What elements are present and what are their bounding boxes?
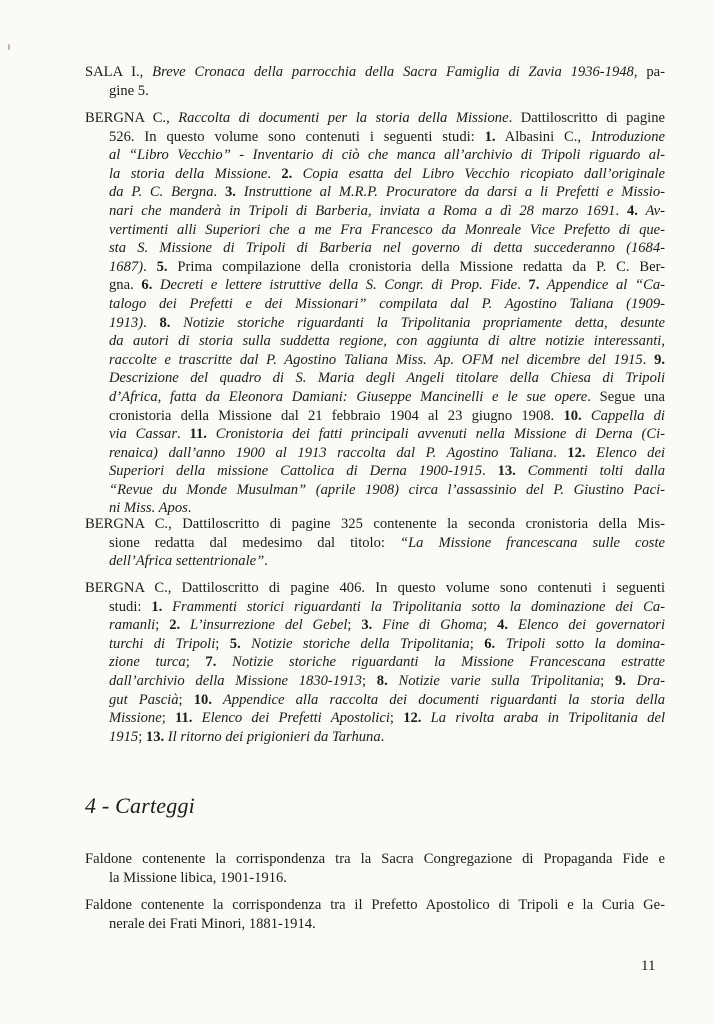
text-line <box>85 351 665 370</box>
text-run: , pa- <box>633 64 665 80</box>
text-run: ; <box>185 654 206 671</box>
text-run: Faldone contenente la corrispondenza tra la Sacra Congregazione di Propaganda Fide e <box>85 851 665 867</box>
text-run: renaica) dall’anno 1900 al 1913 raccolta dal P. Agostino Taliana <box>109 444 554 461</box>
text-line <box>85 295 665 314</box>
text-run: Albasini C., <box>495 128 591 145</box>
text-run: . <box>264 553 268 570</box>
text-run: Instruttione al M.R.P. Procuratore da darsi a li Prefetti e Missio- <box>235 184 665 201</box>
text-run: 3. <box>361 617 373 634</box>
text-run: 10. <box>563 407 582 424</box>
text-run: raccolte e trascritte dal P. Agostino Taliana Miss. Ap. OFM nel dicembre del 1915 <box>109 351 643 368</box>
text-run: Superiori della missione Cattolica di Derna 1900-1915 <box>109 463 482 480</box>
text-line <box>85 598 665 617</box>
text-run: zione turca <box>109 654 186 671</box>
text-run: 13. <box>145 728 165 745</box>
text-line <box>85 691 665 710</box>
text-run: 1687) <box>109 258 144 275</box>
text-run: 6. <box>141 277 153 294</box>
text-run: cronistoria della Missione dal 21 febbraio 1904 al 23 giugno 1908. <box>109 407 564 424</box>
text-run: Tripoli sotto la domina- <box>495 635 666 652</box>
text-run: Cronistoria dei fatti principali avvenuti nella Missione di Derna (Ci- <box>206 426 666 443</box>
text-line <box>85 202 665 221</box>
text-run: . <box>553 444 568 461</box>
text-run: . <box>482 463 498 480</box>
page-number: 11 <box>641 958 656 974</box>
text-run: nerale dei Frati Minori, 1881-1914. <box>109 915 316 932</box>
text-line <box>85 332 665 351</box>
text-line <box>85 314 665 333</box>
margin-mark <box>8 44 10 50</box>
text-run: Notizie storiche della Tripolitania <box>240 635 470 652</box>
text-run: Raccolta di documenti per la storia della Missione <box>178 110 509 126</box>
text-run: Breve Cronaca della parrocchia della Sacra Famiglia di Zavia 1936-1948 <box>152 64 634 80</box>
text-line <box>85 183 665 202</box>
text-line <box>85 616 665 635</box>
text-run: ; <box>600 672 615 689</box>
text-run: dell’Africa settentrionale” <box>109 553 265 570</box>
text-run: al “Libro Vecchio” - Inventario di ciò che manca all’archivio di Tripoli riguardo al- <box>109 147 665 164</box>
text-run: ; <box>155 617 170 634</box>
text-line <box>85 672 665 691</box>
text-run: gine 5. <box>109 82 149 99</box>
text-run: ni Miss. Apos <box>109 500 188 517</box>
text-run: 6. <box>484 635 496 652</box>
text-line <box>85 635 665 654</box>
text-run: studi: <box>109 598 152 615</box>
text-run: 11. <box>175 710 193 727</box>
text-line <box>85 552 665 571</box>
text-line <box>85 869 665 888</box>
text-run: Faldone contenente la corrispondenza tra il Prefetto Apostolico di Tripoli e la Curia Ge- <box>85 897 665 913</box>
text-run: 1913) <box>109 314 144 331</box>
text-run: . <box>143 314 160 331</box>
text-run: La rivolta araba in Tripolitania del <box>421 710 665 727</box>
text-run: 5. <box>156 258 168 275</box>
text-line <box>85 653 665 672</box>
text-run: 7. <box>528 277 540 294</box>
text-run: 4. <box>497 617 509 634</box>
text-run: 8. <box>159 314 171 331</box>
text-line <box>85 481 665 500</box>
text-run: Elenco dei Prefetti Apostolici <box>192 710 390 727</box>
text-run: ; <box>483 617 498 634</box>
text-run: . <box>187 500 192 517</box>
correspondence-entry-propaganda-fide <box>85 850 665 887</box>
text-run: dall’archivio della Missione 1830-1913 <box>109 672 362 689</box>
text-run: . <box>177 426 190 443</box>
text-line <box>85 276 665 295</box>
text-line <box>85 258 665 277</box>
text-run: ; <box>347 617 362 634</box>
text-run: BERGNA C., <box>85 110 179 126</box>
text-run: Av- <box>637 202 666 219</box>
text-line <box>85 239 665 258</box>
text-run: 5. <box>229 635 241 652</box>
text-line <box>85 534 665 553</box>
text-run: Cappella di <box>581 407 665 424</box>
text-line <box>85 579 665 598</box>
text-run: sta S. Missione di Tripoli di Barberia nel governo di detta succederanno (1684- <box>109 240 665 257</box>
text-run: ; <box>389 710 404 727</box>
text-run: . <box>380 728 385 745</box>
text-run: turchi di Tripoli <box>109 635 216 652</box>
text-run: Elenco dei governatori <box>508 617 666 634</box>
text-run: 3. <box>225 184 236 201</box>
text-line <box>85 515 665 534</box>
text-run: . <box>642 351 655 368</box>
text-run: ; <box>215 635 230 652</box>
text-line <box>85 388 665 407</box>
text-run: la Missione libica, 1901-1916. <box>109 869 287 886</box>
text-run: Frammenti storici riguardanti la Tripolitania sotto la dominazione dei Ca- <box>162 598 665 615</box>
text-line <box>85 109 665 128</box>
text-run: Appendice alla raccolta dei documenti riguardanti la storia della <box>212 691 665 708</box>
bibliography-entry-bergna-406 <box>85 579 665 746</box>
text-run: BERGNA C., Dattiloscritto di pagine 325 contenente la seconda cronistoria della Mis- <box>85 516 665 532</box>
text-run: . <box>517 277 529 294</box>
text-run: Introduzione <box>590 128 665 145</box>
text-run: Elenco dei <box>585 444 666 461</box>
text-run: Descrizione del quadro di S. Maria degli Angeli titolare della Chiesa di Tripoli <box>109 370 665 387</box>
text-line <box>85 709 665 728</box>
text-line <box>85 221 665 240</box>
text-run: . <box>615 202 627 219</box>
text-run: da P. C. Bergna <box>109 184 214 201</box>
text-run: sione redatta dal medesimo dal titolo: <box>109 534 400 551</box>
text-run: . <box>143 258 157 275</box>
text-run: ; <box>138 728 146 745</box>
text-run: 11. <box>189 426 207 443</box>
text-run: ; <box>361 672 377 689</box>
text-line <box>85 146 665 165</box>
text-run: 526. In questo volume sono contenuti i seguenti studi: <box>109 128 485 145</box>
text-run: ; <box>161 710 175 727</box>
text-run: Notizie storiche riguardanti la Tripolitania propriamente detta, desunte <box>170 314 665 331</box>
text-run: nari che manderà in Tripoli di Barberia, inviata a Roma a dì 28 marzo 1691 <box>109 202 616 219</box>
text-run: gna. <box>109 277 142 294</box>
text-run: gut Pascià <box>109 691 179 708</box>
text-run: 1. <box>151 598 163 615</box>
text-line <box>85 128 665 147</box>
text-run: 12. <box>403 710 422 727</box>
text-line <box>85 444 665 463</box>
text-run: Fine di Ghoma <box>372 617 484 634</box>
text-line <box>85 165 665 184</box>
text-run: 2. <box>281 165 293 182</box>
text-run: Decreti e lettere istruttive della S. Congr. di Prop. Fide <box>152 277 518 294</box>
text-line <box>85 369 665 388</box>
text-line <box>85 462 665 481</box>
text-run: ; <box>178 691 194 708</box>
text-run: Il ritorno dei prigionieri da Tarhuna <box>164 728 381 745</box>
text-run: . <box>213 184 225 201</box>
text-line <box>85 896 665 915</box>
text-run: Prima compilazione della cronistoria della Missione redatta da P. C. Ber- <box>167 258 666 275</box>
text-line <box>85 850 665 869</box>
text-run: SALA I., <box>85 64 153 80</box>
text-run: d’Africa, fatta da Eleonora Damiani: Giuseppe Mancinelli e le sue opere <box>109 388 588 405</box>
text-run: 8. <box>376 672 388 689</box>
text-run: talogo dei Prefetti e dei Missionari” compilata dal P. Agostino Taliana (1909- <box>109 295 665 312</box>
text-run: “La Missione francescana sulle coste <box>399 534 666 551</box>
bibliography-entry-sala <box>85 63 665 100</box>
text-run: da autori di storia sulla suddetta regione, con aggiunta di altre notizie interessanti, <box>109 333 665 350</box>
text-line <box>85 915 665 934</box>
text-line <box>85 63 665 82</box>
section-title: 4 - Carteggi <box>85 793 195 818</box>
text-line <box>85 425 665 444</box>
text-run: Dra- <box>625 672 666 689</box>
text-run: 13. <box>497 463 516 480</box>
text-run: Notizie storiche riguardanti la Missione Francescana estratte <box>216 654 666 671</box>
text-run: 4. <box>626 202 638 219</box>
text-run: Notizie varie sulla Tripolitania <box>387 672 601 689</box>
text-run: 12. <box>567 444 586 461</box>
text-run: Appendice al “Ca- <box>539 277 665 294</box>
text-run: vertimenti alli Superiori che a me Fra Francesco da Monreale Vice Prefetto di que- <box>109 221 665 238</box>
text-line <box>85 728 665 747</box>
text-run: “Revue du Monde Musulman” (aprile 1908) circa l’assassinio del P. Giustino Paci- <box>109 481 665 498</box>
text-run: 1. <box>484 128 496 145</box>
text-run: 9. <box>654 351 666 368</box>
text-run: L’insurrezione del Gebel <box>180 617 348 634</box>
bibliography-entry-bergna-325 <box>85 515 665 571</box>
text-run: via Cassar <box>109 426 178 443</box>
text-line <box>85 82 665 101</box>
text-run: . Segue una <box>587 388 666 405</box>
text-run: . Dattiloscritto di pagine <box>508 110 665 126</box>
text-run: Copia esatta del Libro Vecchio ricopiato dall’originale <box>292 165 665 182</box>
text-run: Commenti tolti dalla <box>515 463 666 480</box>
text-line <box>85 407 665 426</box>
text-run: 9. <box>614 672 626 689</box>
text-run: . <box>267 165 282 182</box>
text-run: 7. <box>205 654 217 671</box>
text-run: 10. <box>193 691 212 708</box>
text-run: ; <box>469 635 485 652</box>
text-run: ramanli <box>109 617 156 634</box>
text-run: 1915 <box>109 728 139 745</box>
text-run: 2. <box>169 617 181 634</box>
text-run: la storia della Missione <box>109 165 268 182</box>
text-run: Missione <box>109 710 162 727</box>
bibliography-entry-bergna-raccolta <box>85 109 665 518</box>
correspondence-entry-curia-generale <box>85 896 665 933</box>
text-run: BERGNA C., Dattiloscritto di pagine 406. In questo volume sono contenuti i seguenti <box>85 580 665 596</box>
